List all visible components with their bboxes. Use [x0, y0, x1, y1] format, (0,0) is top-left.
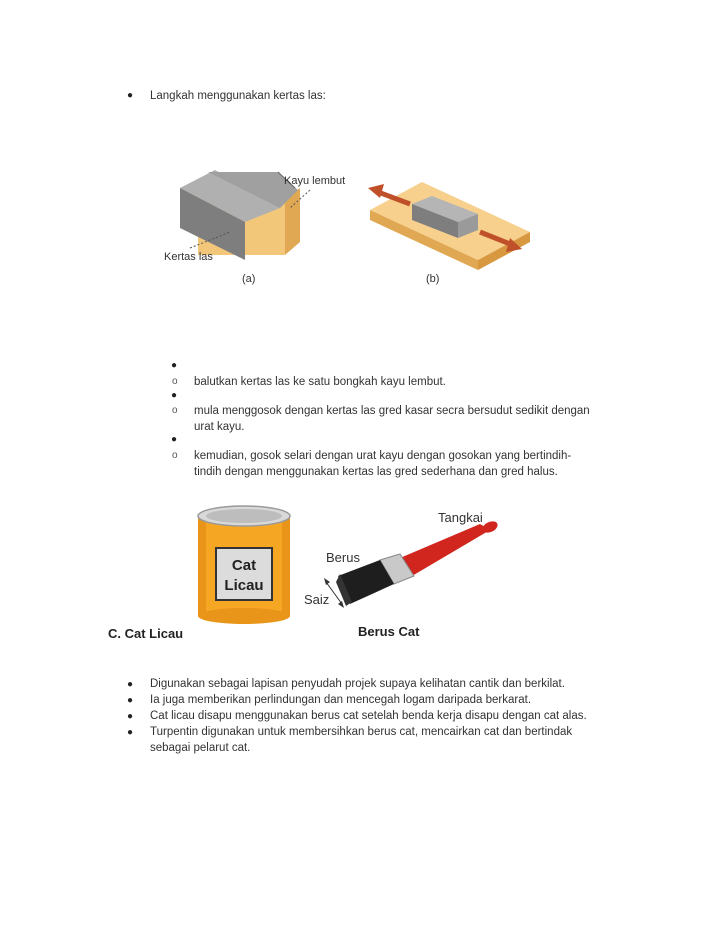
figure-b-board: [368, 182, 530, 270]
bullet-dot: ●: [127, 90, 134, 101]
bullet-dot: ●: [127, 679, 134, 690]
section-bullet-2: Ia juga memberikan perlindungan dan mencegah logam daripada berkarat.: [150, 694, 532, 706]
bullet-dot: ●: [127, 695, 134, 706]
sandpaper-figure: [160, 160, 540, 290]
caption-a: (a): [242, 273, 256, 285]
paint-figure: [190, 500, 510, 642]
step-3-line-2: tindih dengan menggunakan kertas las gred sederhana dan gred halus.: [194, 466, 558, 478]
section-bullet-1: Digunakan sebagai lapisan penyudah projek supaya kelihatan cantik dan berkilat.: [150, 678, 565, 690]
step-circle: o: [172, 405, 178, 416]
can-label-line-1: Cat: [231, 557, 257, 574]
section-bullet-4-line-1: Turpentin digunakan untuk membersihkan berus cat, mencairkan cat dan bertindak: [150, 726, 573, 738]
label-berus: Berus: [326, 550, 360, 565]
step-2-line-1: mula menggosok dengan kertas las gred kasar secra bersudut sedikit dengan: [194, 405, 590, 417]
section-heading: C. Cat Licau: [108, 626, 184, 641]
paint-brush-icon: [336, 519, 499, 606]
step-bullet-dot: ●: [171, 390, 178, 401]
caption-berus-cat: Berus Cat: [358, 624, 420, 639]
can-label-line-2: Licau: [224, 577, 264, 594]
step-2-line-2: urat kayu.: [194, 421, 245, 433]
step-1-text: balutkan kertas las ke satu bongkah kayu lembut.: [194, 376, 446, 388]
label-kayu-lembut: Kayu lembut: [284, 175, 346, 187]
step-circle: o: [172, 450, 178, 461]
bullet-dot: ●: [127, 711, 134, 722]
label-kertas-las: Kertas las: [164, 251, 213, 263]
intro-text: Langkah menggunakan kertas las:: [150, 90, 326, 102]
caption-b: (b): [426, 273, 440, 285]
step-bullet-dot: ●: [171, 434, 178, 445]
section-bullet-4-line-2: sebagai pelarut cat.: [150, 742, 251, 754]
step-circle: o: [172, 376, 178, 387]
bullet-dot: ●: [127, 727, 134, 738]
label-tangkai: Tangkai: [438, 510, 483, 525]
step-bullet-dot: ●: [171, 360, 178, 371]
label-saiz: Saiz: [304, 592, 330, 607]
step-3-line-1: kemudian, gosok selari dengan urat kayu dengan gosokan yang bertindih-: [194, 450, 572, 462]
section-bullet-3: Cat licau disapu menggunakan berus cat setelah benda kerja disapu dengan cat alas.: [150, 710, 587, 722]
